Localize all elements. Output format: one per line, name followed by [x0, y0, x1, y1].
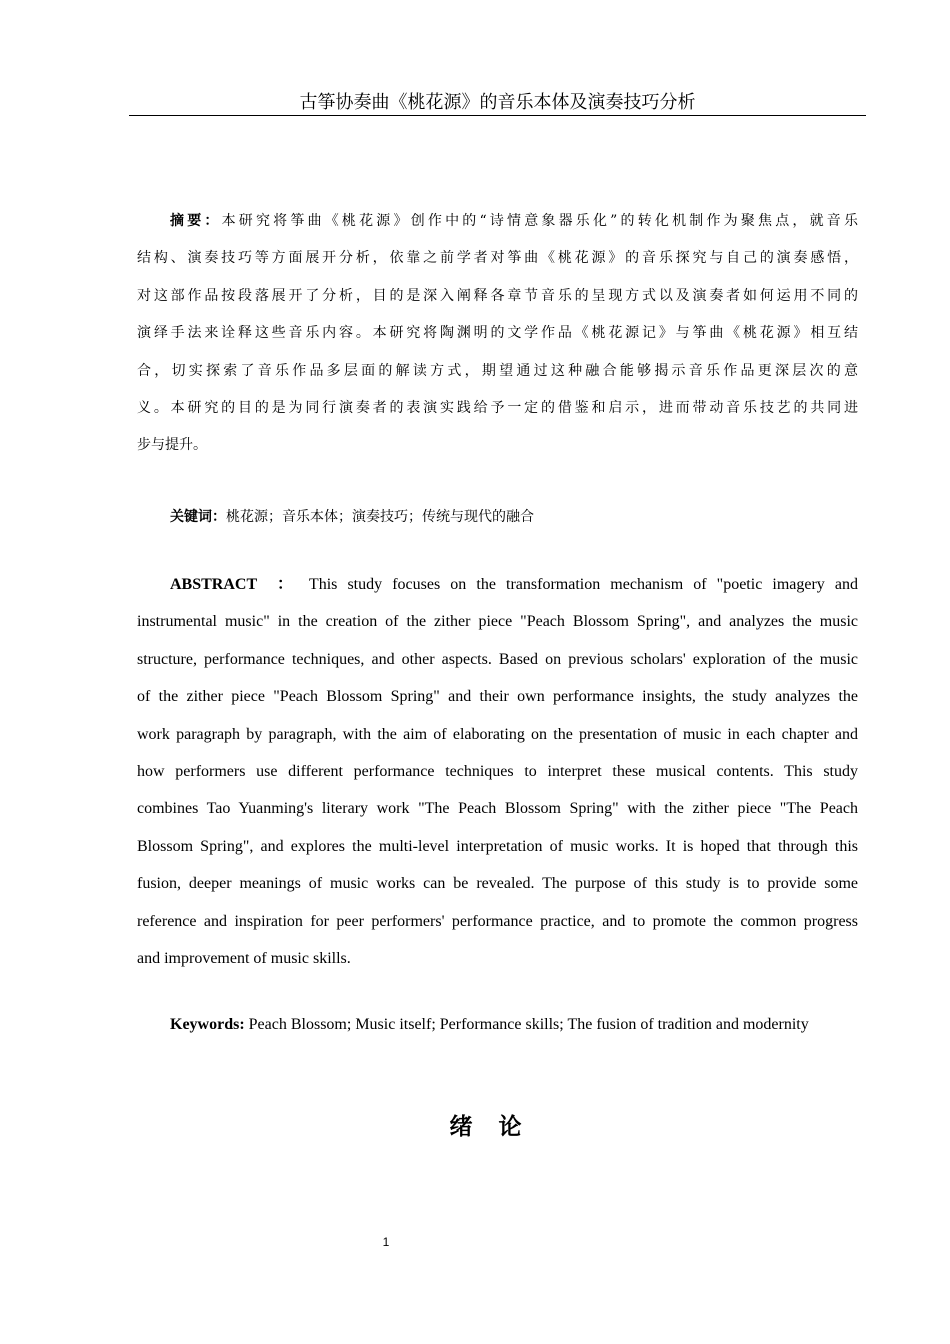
abstract-line: work paragraph by paragraph, with the aim of elaborating on the presentation of music in each chapter and: [137, 725, 858, 743]
abstract-line: how performers use different performance techniques to interpret these musical contents. This study: [137, 762, 858, 780]
keywords-text: Peach Blossom; Music itself; Performance skills; The fusion of tradition and modernity: [244, 1016, 809, 1033]
header-rule: [129, 115, 866, 116]
abstract-line: Blossom Spring", and explores the multi-level interpretation of music works. It is hoped that through this: [137, 837, 858, 855]
abstract-line: of the zither piece "Peach Blossom Spring" and their own performance insights, the study analyzes the: [137, 688, 858, 706]
abstract-label: ABSTRACT ：: [170, 576, 300, 593]
abstract-line: reference and inspiration for peer performers' performance practice, and to promote the common progress: [137, 912, 858, 930]
abstract-line: [137, 566, 858, 603]
abstract-line: fusion, deeper meanings of music works can be revealed. The purpose of this study is to provide some: [137, 875, 858, 893]
keywords-label: Keywords:: [170, 1016, 245, 1033]
abstract-line: structure, performance techniques, and other aspects. Based on previous scholars' exploration of the music: [137, 650, 858, 668]
chinese-keywords: [170, 506, 534, 526]
abstract-line: combines Tao Yuanming's literary work "The Peach Blossom Spring" with the zither piece "The Peach: [137, 800, 858, 818]
keywords-label: 关键词：: [170, 509, 226, 525]
abstract-line: 合，切实探索了音乐作品多层面的解读方式，期望通过这种融合能够揭示音乐作品更深层次的意: [137, 362, 858, 379]
abstract-line: 结构、演奏技巧等方面展开分析，依靠之前学者对筝曲《桃花源》的音乐探究与自己的演奏感悟，: [137, 250, 858, 267]
english-keywords: [170, 1016, 809, 1034]
abstract-line: 义。本研究的目的是为同行演奏者的表演实践给予一定的借鉴和启示，进而带动音乐技艺的共同进: [137, 399, 858, 416]
english-abstract: [137, 566, 858, 977]
abstract-label: 摘要：: [170, 213, 222, 229]
abstract-line: 对这部作品按段落展开了分析，目的是深入阐释各章节音乐的呈现方式以及演奏者如何运用不同的: [137, 287, 858, 304]
page-number: 1: [382, 1235, 390, 1249]
running-header: 古筝协奏曲《桃花源》的音乐本体及演奏技巧分析: [299, 92, 696, 113]
abstract-text: 本研究将筝曲《桃花源》创作中的“诗情意象器乐化”的转化机制作为聚焦点，就音乐: [221, 213, 859, 229]
abstract-line: [137, 203, 858, 240]
abstract-line: 演绎手法来诠释这些音乐内容。本研究将陶渊明的文学作品《桃花源记》与筝曲《桃花源》相互结: [137, 325, 858, 342]
chinese-abstract: [137, 203, 858, 465]
abstract-line: and improvement of music skills.: [137, 949, 351, 967]
abstract-line: 步与提升。: [137, 437, 207, 454]
abstract-text: This study focuses on the transformation mechanism of "poetic imagery and: [308, 576, 858, 593]
section-title: 绪论: [449, 1114, 548, 1140]
abstract-line: instrumental music" in the creation of the zither piece "Peach Blossom Spring", and analyzes the music: [137, 613, 858, 631]
keywords-text: 桃花源；音乐本体；演奏技巧；传统与现代的融合: [226, 509, 534, 525]
